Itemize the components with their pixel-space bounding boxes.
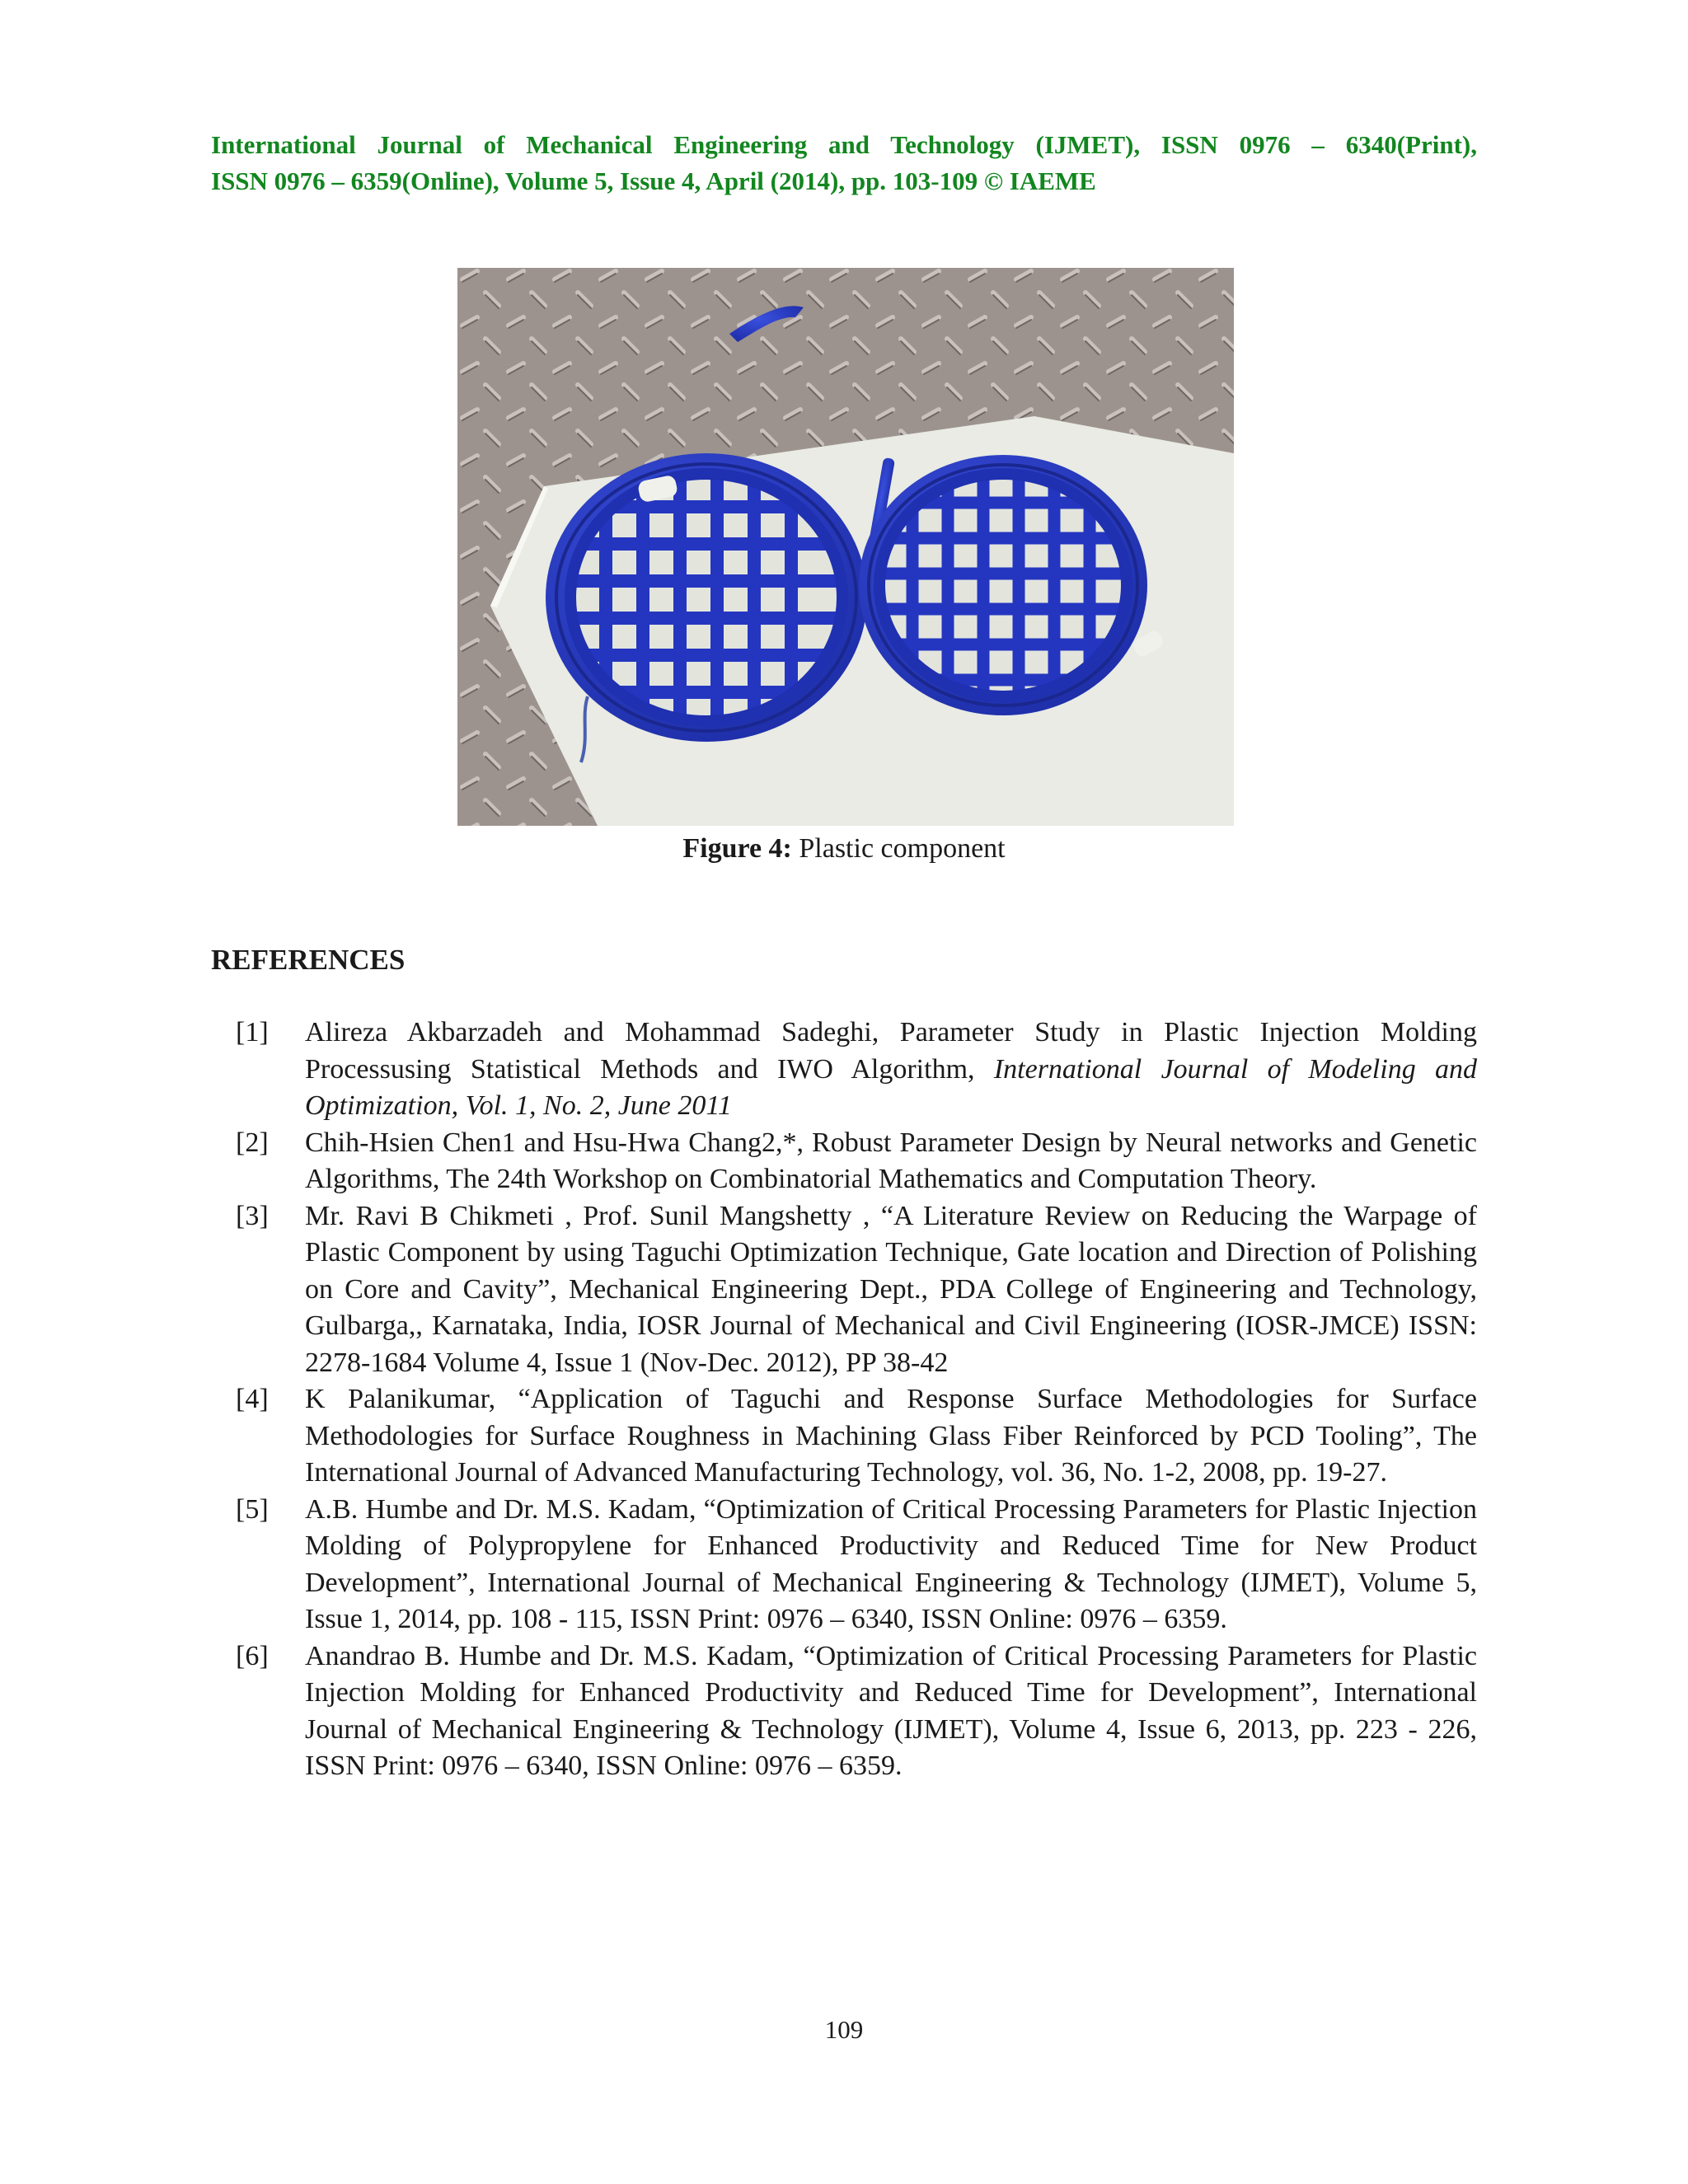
reference-text: Mr. Ravi B Chikmeti , Prof. Sunil Mangshetty , “A Literature Review on Reducing the Warpage of Plastic Component by using Taguchi Optimization Technique, Gate location and Direction of Polishing on Core and Cavity”, Mechanical Engineering Dept., PDA College of Engineering and Technology, Gulbarga,, Karnataka, India, IOSR Journal of Mechanical and Civil Engineering (IOSR-JMCE) ISSN: 2278-1684 Volume 4, Issue 1 (Nov-Dec. 2012), PP 38-42 <box>305 1200 1477 1378</box>
reference-number: [4] <box>236 1384 269 1414</box>
figure-label: Figure 4: <box>682 833 792 864</box>
reference-number: [2] <box>236 1127 269 1158</box>
reference-text <box>305 1015 1477 1125</box>
reference-text-plain: Alireza Akbarzadeh and Mohammad Sadeghi, Parameter Study in Plastic Injection Molding Processusing Statistical Methods and IWO Algorithm, <box>305 1017 1477 1085</box>
reference-text: A.B. Humbe and Dr. M.S. Kadam, “Optimization of Critical Processing Parameters for Plastic Injection Molding of Polypropylene for Enhanced Productivity and Reduced Time for New Product Development”, International Journal of Mechanical Engineering & Technology (IJMET), Volume 5, Issue 1, 2014, pp. 108 - 115, ISSN Print: 0976 – 6340, ISSN Online: 0976 – 6359. <box>305 1493 1477 1634</box>
journal-header <box>211 127 1477 199</box>
figure-caption-text: Plastic component <box>799 833 1006 864</box>
reference-item <box>211 1015 1477 1125</box>
reference-number: [1] <box>236 1017 269 1047</box>
plastic-part-left <box>546 453 867 742</box>
reference-item <box>211 1638 1477 1785</box>
reference-text: K Palanikumar, “Application of Taguchi and Response Surface Methodologies for Surface Methodologies for Surface Roughness in Machining Glass Fiber Reinforced by PCD Tooling”, The International Journal of Advanced Manufacturing Technology, vol. 36, No. 1-2, 2008, pp. 19-27. <box>305 1384 1477 1488</box>
reference-number: [6] <box>236 1640 269 1671</box>
page-number: 109 <box>824 2015 864 2044</box>
reference-item <box>211 1125 1477 1198</box>
header-line-2: ISSN 0976 – 6359(Online), Volume 5, Issue 4, April (2014), pp. 103-109 © IAEME <box>211 166 1096 195</box>
references-list <box>211 1015 1477 1785</box>
reference-text: Anandrao B. Humbe and Dr. M.S. Kadam, “Optimization of Critical Processing Parameters for Plastic Injection Molding for Enhanced Productivity and Reduced Time for Development”, International Journal of Mechanical Engineering & Technology (IJMET), Volume 4, Issue 6, 2013, pp. 223 - 226, ISSN Print: 0976 – 6340, ISSN Online: 0976 – 6359. <box>305 1640 1477 1781</box>
reference-number: [3] <box>236 1200 269 1231</box>
reference-item <box>211 1381 1477 1492</box>
reference-item <box>211 1492 1477 1638</box>
reference-number: [5] <box>236 1493 269 1525</box>
figure-caption <box>0 831 1688 867</box>
references-heading: REFERENCES <box>211 944 406 976</box>
figure-photo <box>457 268 1234 826</box>
header-line-1: International Journal of Mechanical Engineering and Technology (IJMET), ISSN 0976 – 6340(Print), <box>211 130 1477 159</box>
reference-text: Chih-Hsien Chen1 and Hsu-Hwa Chang2,*, Robust Parameter Design by Neural networks and Genetic Algorithms, The 24th Workshop on Combinatorial Mathematics and Computation Theory. <box>305 1127 1477 1194</box>
reference-text-italic: International Journal of Modeling and Optimization, Vol. 1, No. 2, June 2011 <box>305 1053 1477 1121</box>
reference-item <box>211 1198 1477 1382</box>
